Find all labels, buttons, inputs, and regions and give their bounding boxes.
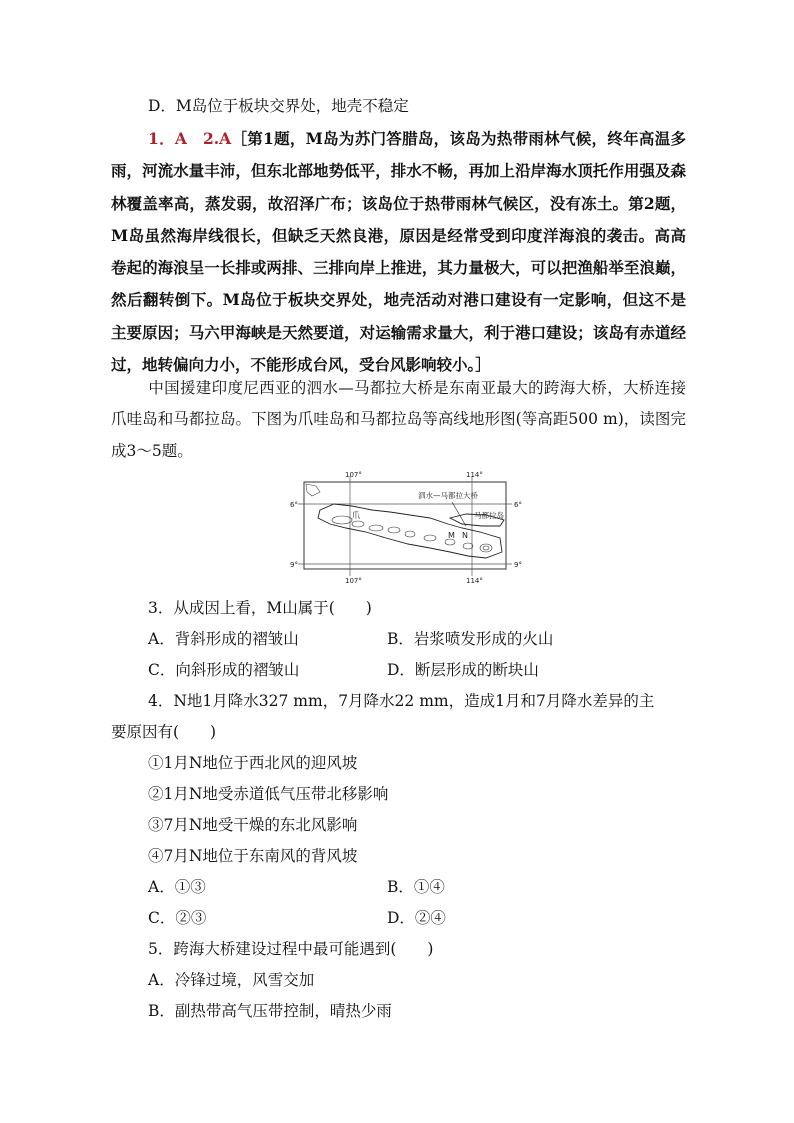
java-label: 爪 (352, 511, 360, 520)
q4-statement-3: ③7月N地受干燥的东北风影响 (148, 816, 358, 834)
q4-stem-line1: 4．N地1月降水327 mm，7月降水22 mm，造成1月和7月降水差异的主 (148, 692, 655, 710)
lat-label-left-top: 6° (290, 501, 298, 509)
java-madura-contour-map (290, 468, 530, 584)
option-d-previous: D．M岛位于板块交界处，地壳不稳定 (148, 97, 409, 115)
reading-intro (111, 373, 686, 467)
lat-label-right-bottom: 9° (514, 561, 522, 569)
q3-option-a: A．背斜形成的褶皱山 (148, 630, 299, 648)
lon-label-top-left: 107° (345, 471, 362, 479)
q5-stem: 5．跨海大桥建设过程中最可能遇到( ) (148, 940, 434, 958)
answer-explanation (111, 123, 686, 381)
lat-label-left-bottom: 9° (290, 561, 298, 569)
q4-option-c: C．②③ (148, 909, 207, 927)
answer-label: 1．A 2.A (148, 129, 232, 148)
lon-label-top-right: 114° (466, 471, 483, 479)
q4-statement-4: ④7月N地位于东南风的背风坡 (148, 847, 358, 865)
lat-label-right-top: 6° (514, 501, 522, 509)
bridge-label: 泗水—马都拉大桥 (418, 491, 478, 500)
intro-text: 中国援建印度尼西亚的泗水—马都拉大桥是东南亚最大的跨海大桥，大桥连接爪哇岛和马都拉岛。下图为爪哇岛和马都拉岛等高线地形图(等高距500 m)，读图完成3～5题。 (111, 379, 686, 460)
q3-option-c: C．向斜形成的褶皱山 (148, 661, 300, 679)
q5-option-a: A．冷锋过境，风雪交加 (148, 971, 315, 989)
q4-stem-line2: 要原因有( ) (111, 723, 217, 741)
q5-option-b: B．副热带高气压带控制，晴热少雨 (148, 1002, 392, 1020)
q4-statement-1: ①1月N地位于西北风的迎风坡 (148, 754, 358, 772)
lon-label-bottom-right: 114° (466, 577, 483, 584)
q4-option-b: B．①④ (387, 878, 445, 896)
q3-option-b: B．岩浆喷发形成的火山 (387, 630, 554, 648)
q4-statement-2: ②1月N地受赤道低气压带北移影响 (148, 785, 389, 803)
sumatra-coast (306, 484, 320, 496)
q3-stem: 3．从成因上看，M山属于( ) (148, 599, 372, 617)
lon-label-bottom-left: 107° (345, 577, 362, 584)
q4-option-a: A．①③ (148, 878, 206, 896)
q4-option-d: D．②④ (387, 909, 446, 927)
m-mountain-label: M (448, 531, 455, 540)
n-place-label: N (462, 531, 468, 540)
madura-label: 马都拉岛 (474, 511, 504, 520)
q3-option-d: D．断层形成的断块山 (387, 661, 539, 679)
contour-lines (332, 516, 492, 552)
answer-text: ［第1题，M岛为苏门答腊岛，该岛为热带雨林气候，终年高温多雨，河流水量丰沛，但东北部地势低平，排水不畅，再加上沿岸海水顶托作用强及森林覆盖率高，蒸发弱，故沼泽广布；该岛位于热带雨林气候区，没有冻土。第2题，M岛虽然海岸线很长，但缺乏天然良港，原因是经常受到印度洋海浪的袭击。高高卷起的海浪呈一长排或两排、三排向岸上推进，其力量极大，可以把渔船举至浪巅，然后翻转倒下。M岛位于板块交界处，地壳活动对港口建设有一定影响，但这不是主要原因；马六甲海峡是天然要道，对运输需求量大，利于港口建设；该岛有赤道经过，地转偏向力小，不能形成台风，受台风影响较小。］ (111, 129, 686, 375)
